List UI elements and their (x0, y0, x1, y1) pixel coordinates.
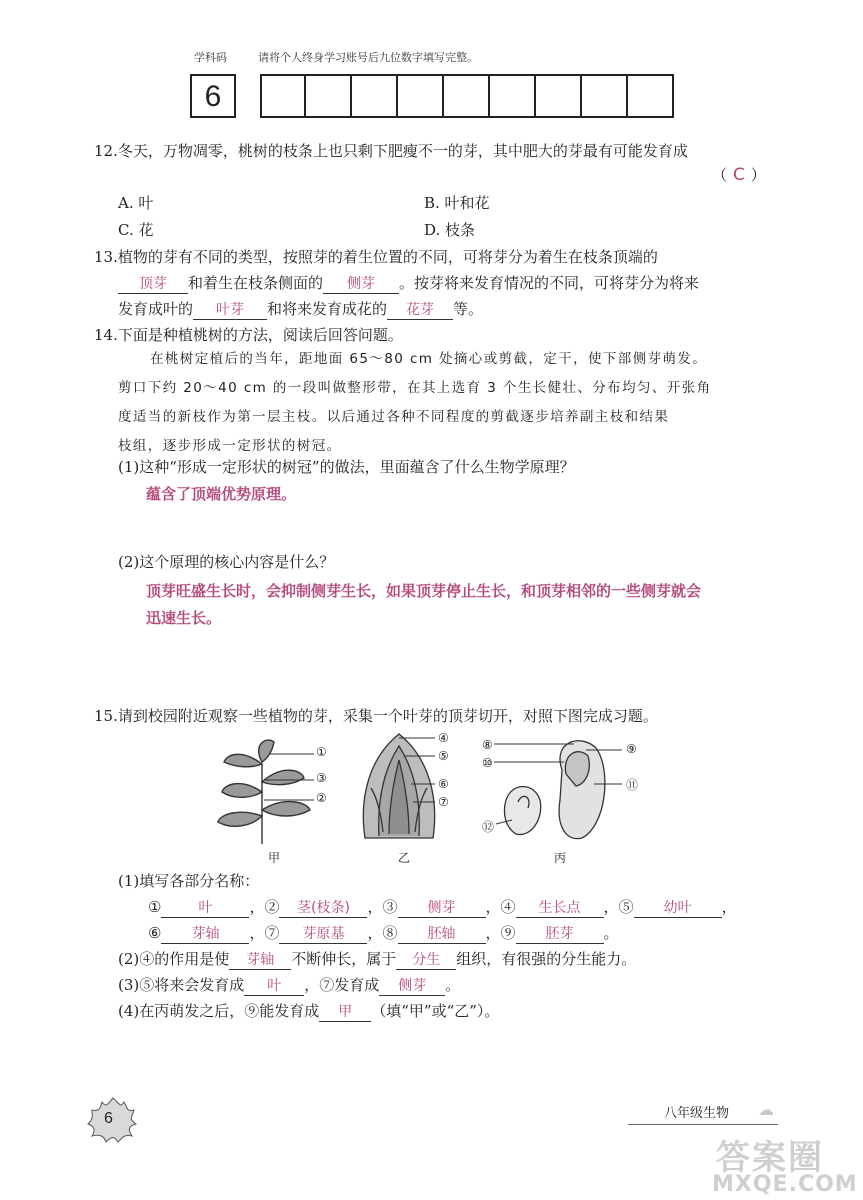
figure-bing-seed (482, 730, 632, 848)
part-blank-5[interactable]: 幼叶 (634, 899, 722, 918)
part-number: ⑥ (148, 924, 162, 942)
q14-passage-line1: 在桃树定植后的当年，距地面 65～80 cm 处摘心或剪截，定干，使下部侧芽萌发。 (150, 351, 708, 367)
q12-answer: C (733, 165, 745, 185)
part-number: ① (148, 898, 162, 916)
watermark-logo-bottom: MXQE.COM (712, 1172, 858, 1197)
q13-blank-1[interactable]: 顶芽 (118, 275, 188, 294)
q14-answer2-line2: 迅速生长。 (146, 609, 222, 627)
cloud-decoration-icon: ☁ (758, 1100, 774, 1119)
separator: ， (603, 898, 619, 916)
account-cell[interactable] (306, 74, 352, 118)
q14-passage-line4: 枝组，逐步形成一定形状的树冠。 (118, 438, 342, 454)
q15-text: ，⑦发育成 (304, 976, 380, 994)
account-number-cells (260, 74, 674, 118)
fig-label-1: ① (316, 745, 327, 759)
q15-text: 组织，有很强的分生能力。 (456, 950, 637, 968)
part-blank-9[interactable]: 胚芽 (516, 925, 604, 944)
q12-option-a: A. 叶 (118, 194, 154, 212)
book-title: 八年级生物 (664, 1106, 730, 1121)
fig-label-11: ⑪ (626, 778, 639, 792)
fig-label-9: ⑨ (626, 742, 637, 756)
q13-text: 和着生在枝条侧面的 (188, 274, 324, 292)
q13-line2 (118, 271, 699, 295)
subject-code-box[interactable] (190, 74, 236, 118)
q13-text: 发育成叶的 (118, 300, 194, 318)
q15-text: (2)④的作用是使 (118, 950, 230, 968)
bracket-open: （ (712, 166, 728, 184)
q13-blank-3[interactable]: 叶芽 (193, 301, 267, 320)
fig-label-7: ⑦ (438, 795, 449, 809)
part-blank-7[interactable]: 芽原基 (279, 925, 367, 944)
q15-text: （填“甲”或“乙”）。 (371, 1002, 500, 1020)
watermark-logo-top: 答案圈 (716, 1138, 824, 1178)
part-blank-1[interactable]: 叶 (161, 899, 249, 918)
caption-jia: 甲 (268, 851, 281, 865)
separator: ， (249, 924, 265, 942)
subject-code-label: 学科码 (194, 51, 227, 64)
q13-line3 (118, 297, 483, 321)
page-number: 6 (104, 1110, 113, 1127)
account-cell[interactable] (490, 74, 536, 118)
account-instruction: 请将个人终身学习账号后九位数字填写完整。 (258, 51, 478, 64)
separator: ， (367, 898, 383, 916)
separator: ， (249, 898, 265, 916)
page-number-flower-icon (84, 1094, 142, 1144)
q12-option-c: C. 花 (118, 221, 154, 239)
caption-yi: 乙 (398, 851, 411, 865)
part-number: ⑦ (264, 924, 280, 942)
q13-text: 和将来发育成花的 (267, 300, 388, 318)
q15-sub3 (118, 973, 460, 997)
account-cell[interactable] (260, 74, 306, 118)
fig-label-8: ⑧ (482, 738, 493, 752)
separator: ， (485, 898, 501, 916)
q14-passage-line3: 度适当的新枝作为第一层主枝。以后通过各种不同程度的剪截逐步培养副主枝和结果 (118, 409, 670, 425)
q13-blank-2[interactable]: 侧芽 (323, 275, 399, 294)
fig-label-12: ⑫ (482, 820, 495, 834)
fig-label-6: ⑥ (438, 777, 449, 791)
separator: ， (485, 924, 501, 942)
part-number: ③ (382, 898, 398, 916)
q14-passage-line2: 剪口下约 20～40 cm 的一段叫做整形带，在其上选育 3 个生长健壮、分布均匀、开张角 (118, 380, 712, 396)
q13-blank-4[interactable]: 花芽 (387, 301, 453, 320)
part-blank-2[interactable]: 茎(枝条) (279, 899, 367, 918)
q15-sub2 (118, 947, 636, 971)
account-cell[interactable] (352, 74, 398, 118)
q14-answer2-line1: 顶芽旺盛生长时，会抑制侧芽生长，如果顶芽停止生长，和顶芽相邻的一些侧芽就会 (146, 582, 702, 600)
part-number: ⑨ (500, 924, 516, 942)
q13-text: 。按芽将来发育情况的不同，可将芽分为将来 (399, 274, 700, 292)
q15-parts-row2 (148, 921, 619, 945)
q15-sub4-blank[interactable]: 甲 (319, 1003, 371, 1022)
part-blank-6[interactable]: 芽轴 (161, 925, 249, 944)
fig-label-3: ③ (316, 771, 327, 785)
part-number: ⑤ (618, 898, 634, 916)
q12-option-d: D. 枝条 (424, 221, 476, 239)
fig-label-10: ⑩ (482, 756, 493, 770)
q15-text: 不断伸长，属于 (291, 950, 397, 968)
q15-text: 。 (445, 976, 461, 994)
q12-option-b: B. 叶和花 (424, 194, 490, 212)
q15-text: (4)在丙萌发之后，⑨能发育成 (118, 1002, 320, 1020)
part-number: ④ (500, 898, 516, 916)
q14-stem: 14.下面是种植桃树的方法，阅读后回答问题。 (94, 326, 403, 344)
q13-text: 等。 (453, 300, 484, 318)
account-cell[interactable] (628, 74, 674, 118)
fig-label-4: ④ (438, 731, 449, 745)
fig-label-5: ⑤ (438, 749, 449, 763)
footer-title-bar (628, 1098, 778, 1125)
figure-yi-bud-section (355, 728, 445, 840)
q15-sub2-blank-1[interactable]: 芽轴 (229, 951, 291, 970)
q15-sub4 (118, 999, 499, 1023)
caption-bing: 丙 (554, 851, 567, 865)
part-blank-4[interactable]: 生长点 (516, 899, 604, 918)
q15-text: (3)⑤将来会发育成 (118, 976, 245, 994)
q15-sub2-blank-2[interactable]: 分生 (396, 951, 456, 970)
q14-answer1: 蕴含了顶端优势原理。 (146, 485, 297, 503)
q15-parts-row1 (148, 895, 737, 919)
separator: ， (721, 898, 737, 916)
q15-sub1: (1)填写各部分名称： (118, 872, 260, 890)
fig-label-2: ② (316, 791, 327, 805)
part-number: ⑧ (382, 924, 398, 942)
q12-answer-bracket (712, 163, 766, 187)
q15-stem: 15.请到校园附近观察一些植物的芽，采集一个叶芽的顶芽切开，对照下图完成习题。 (94, 707, 658, 725)
separator: ， (367, 924, 383, 942)
part-number: ② (264, 898, 280, 916)
bracket-close: ） (750, 166, 766, 184)
q12-stem: 12.冬天，万物凋零，桃树的枝条上也只剩下肥瘦不一的芽，其中肥大的芽最有可能发育成 (94, 142, 688, 160)
q14-sub1: (1)这种“形成一定形状的树冠”的做法，里面蕴含了什么生物学原理？ (118, 458, 575, 476)
part-blank-8[interactable]: 胚轴 (398, 925, 486, 944)
account-cell[interactable] (582, 74, 628, 118)
part-blank-3[interactable]: 侧芽 (398, 899, 486, 918)
q15-sub3-blank-1[interactable]: 叶 (244, 977, 304, 996)
q15-sub3-blank-2[interactable]: 侧芽 (379, 977, 445, 996)
separator: 。 (603, 924, 619, 942)
account-cell[interactable] (398, 74, 444, 118)
account-cell[interactable] (536, 74, 582, 118)
account-cell[interactable] (444, 74, 490, 118)
subject-code-value: 6 (204, 80, 222, 113)
q13-line1: 13.植物的芽有不同的类型，按照芽的着生位置的不同，可将芽分为着生在枝条顶端的 (94, 248, 658, 266)
q14-sub2: (2)这个原理的核心内容是什么？ (118, 553, 335, 571)
